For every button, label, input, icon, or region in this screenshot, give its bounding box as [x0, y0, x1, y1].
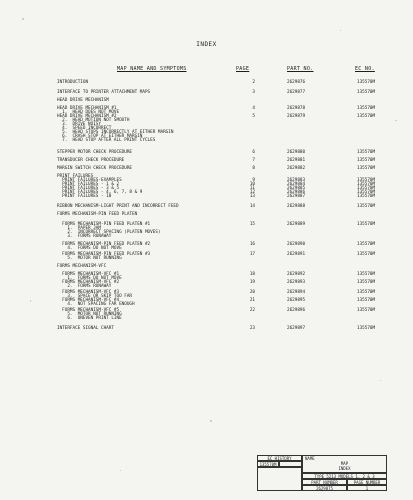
index-row-page: 21	[249, 298, 255, 303]
index-row-part-no: 2629887	[287, 194, 306, 199]
index-row-ec-no: 135570M	[357, 204, 376, 209]
index-row-part-no: 2629876	[287, 80, 306, 85]
index-row-part-no: 2629888	[287, 204, 306, 209]
index-row-ec-no: 135570M	[357, 194, 376, 199]
index-row-page: 17	[249, 252, 255, 257]
index-row-ec-no: 135570M	[357, 186, 376, 191]
index-label: INDEX	[338, 466, 351, 471]
index-row-label: 5. HEAD STOPS INCORRECTLY AT EITHER MARGIN	[57, 130, 174, 135]
index-row-ec-no: 135570M	[357, 182, 376, 187]
index-row-label: FORMS MECHANISM-VFC #4	[57, 298, 120, 303]
part-number-label: PART NUMBER	[302, 479, 347, 485]
index-row-page: 11	[249, 186, 255, 191]
index-row-ec-no: 135570M	[357, 272, 376, 277]
index-row-part-no: 2629892	[287, 272, 306, 277]
index-row-label: 4. FORMS DO NOT MOVE	[57, 246, 122, 251]
index-row-ec-no: 135570M	[357, 242, 376, 247]
index-row-page: 14	[249, 204, 255, 209]
index-row-ec-no: 135570M	[357, 222, 376, 227]
index-row-part-no: 2629884	[287, 182, 306, 187]
index-row-part-no: 2629890	[287, 242, 306, 247]
index-row-part-no: 2629889	[287, 222, 306, 227]
index-row-label: HEAD DRIVE MECHANISM #2	[57, 114, 117, 119]
page-number-value: 1	[347, 485, 387, 491]
column-header-ec-no: EC NO.	[355, 66, 375, 72]
index-row-ec-no: 135570M	[357, 90, 376, 95]
index-row-page: 13	[249, 194, 255, 199]
index-row-page: 4	[252, 106, 255, 111]
index-row-label: PRINT FAILURES-EXAMPLES	[57, 178, 122, 183]
index-row-part-no: 2629880	[287, 150, 306, 155]
index-row-label: 4. SPEED INCORRECT	[57, 126, 112, 131]
index-row-label: 1. FORMS DO NOT MOVE	[57, 276, 122, 281]
index-row-label: HEAD DRIVE MECHANISM #1	[57, 106, 117, 111]
index-row-ec-no: 135570M	[357, 290, 376, 295]
map-label: MAP	[340, 461, 349, 466]
index-row-label: MARGIN SWITCH CHECK PROCEDURE	[57, 166, 133, 171]
index-row-label: FORMS MECHANISM-PIN FEED PLATEN #2	[57, 242, 151, 247]
index-row-part-no: 2629895	[287, 298, 306, 303]
index-row-label: 2. INCORRECT SPACING (PLATEN MOVES)	[57, 230, 161, 235]
index-row-part-no: 2629879	[287, 114, 306, 119]
ec-history-body	[257, 467, 302, 491]
title-block	[257, 455, 387, 491]
index-row-label: 6. CRASH STOP AT EITHER MARGIN	[57, 134, 143, 139]
column-header-page: PAGE	[236, 66, 250, 72]
index-row-part-no: 2629883	[287, 178, 306, 183]
name-label: NAME	[305, 456, 315, 461]
page-number-label: PAGE NUMBER	[347, 479, 387, 485]
index-row-label: TRANSDUCER CHECK PROCEDURE	[57, 158, 125, 163]
index-row-part-no: 2629877	[287, 90, 306, 95]
ec-history-ec-no: 135570M	[257, 461, 279, 467]
index-row-label: 4. NOT SPACING FAR ENOUGH	[57, 302, 135, 307]
index-row-label: FORMS MECHANISM-PIN FEED PLATEN #3	[57, 252, 151, 257]
index-row-label: 3. FORMS RUNAWAY	[57, 234, 112, 239]
part-number-value: 2629875	[302, 485, 347, 491]
index-row-label: FORMS MECHANISM-PIN FEED PLATEN	[57, 212, 138, 217]
index-row-label: PRINT FAILURES - 3 & 5	[57, 186, 120, 191]
index-row-ec-no: 135570M	[357, 166, 376, 171]
index-row-page: 18	[249, 272, 255, 277]
index-row-label: 5. MOTOR NOT RUNNING	[57, 256, 122, 261]
index-row-page: 2	[252, 80, 255, 85]
index-row-part-no: 2629894	[287, 290, 306, 295]
index-row-page: 16	[249, 242, 255, 247]
index-row-label: INTRODUCTION	[57, 80, 89, 85]
index-row-ec-no: 135570M	[357, 280, 376, 285]
index-row-label: FORMS MECHANISM-VFC #2	[57, 280, 120, 285]
index-row-label: 3. SPACE OR SKIP TOO FAR	[57, 294, 133, 299]
index-row-label: RIBBON MECHANISM-LIGHT PRINT AND INCORRECT FEED	[57, 204, 179, 209]
index-row-ec-no: 135570M	[357, 308, 376, 313]
index-row-ec-no: 135570M	[357, 178, 376, 183]
index-row-label: 5. MOTOR NOT RUNNING	[57, 312, 122, 317]
index-row-page: 20	[249, 290, 255, 295]
ec-history-header: EC HISTORY	[257, 455, 302, 461]
index-row-label: 1. HEAD DOES NOT MOVE	[57, 110, 120, 115]
name-cell	[302, 455, 387, 473]
index-row-page: 23	[249, 326, 255, 331]
index-row-page: 19	[249, 280, 255, 285]
index-row-label: INTERFACE TO PRINTER ATTACHMENT MAPS	[57, 90, 151, 95]
index-row-page: 8	[252, 166, 255, 171]
index-row-part-no: 2629893	[287, 280, 306, 285]
index-row-part-no: 2629886	[287, 190, 306, 195]
index-row-label: FORMS MECHANISM-PIN FEED PLATEN #1	[57, 222, 151, 227]
column-header-part-no: PART NO.	[287, 66, 314, 72]
index-row-page: 6	[252, 150, 255, 155]
index-row-label: PRINT FAILURES - 4, 6, 7, 8 & 9	[57, 190, 143, 195]
index-row-label: STEPPER MOTOR CHECK PROCEDURE	[57, 150, 133, 155]
index-row-page: 7	[252, 158, 255, 163]
index-row-ec-no: 135570M	[357, 190, 376, 195]
index-row-label: PRINT FAILURES - 1 & 2	[57, 182, 120, 187]
index-row-ec-no: 135570M	[357, 298, 376, 303]
index-row-page: 12	[249, 190, 255, 195]
index-row-label: 6. UNEVEN PRINT LINE	[57, 316, 122, 321]
index-row-label: HEAD DRIVE MECHANISM	[57, 98, 109, 103]
index-row-ec-no: 135570M	[357, 80, 376, 85]
index-row-page: 15	[249, 222, 255, 227]
type-models: TYPE 5213 MODELS 1, 2 & 3	[302, 473, 387, 479]
index-row-label: 7. HEAD STOP AFTER ALL PRINT CYCLES	[57, 138, 156, 143]
index-row-label: FORMS MECHANISM-VFC #1	[57, 272, 120, 277]
index-row-ec-no: 135570M	[357, 106, 376, 111]
index-row-ec-no: 135570M	[357, 326, 376, 331]
index-row-page: 9	[252, 178, 255, 183]
index-row-part-no: 2629878	[287, 106, 306, 111]
index-row-part-no: 2629885	[287, 186, 306, 191]
index-row-page: 22	[249, 308, 255, 313]
index-row-ec-no: 135570M	[357, 158, 376, 163]
index-row-page: 3	[252, 90, 255, 95]
column-header-map-name: MAP NAME AND SYMPTOMS	[117, 66, 187, 72]
index-row-label: INTERFACE SIGNAL CHART	[57, 326, 114, 331]
index-row-label: PRINT FAILURES	[57, 174, 94, 179]
index-row-ec-no: 135570M	[357, 150, 376, 155]
index-row-page: 5	[252, 114, 255, 119]
page-title: INDEX	[196, 41, 217, 48]
index-row-part-no: 2629882	[287, 166, 306, 171]
index-row-label: FORMS MECHANISM-VFC #5	[57, 308, 120, 313]
index-row-label: 2. FORMS RUNAWAY	[57, 284, 112, 289]
index-row-part-no: 2629897	[287, 326, 306, 331]
index-row-label: FORMS MECHANISM-VFC	[57, 264, 107, 269]
index-row-page: 10	[249, 182, 255, 187]
index-row-part-no: 2629891	[287, 252, 306, 257]
index-row-part-no: 2629881	[287, 158, 306, 163]
index-row-ec-no: 135570M	[357, 114, 376, 119]
index-row-label: PRINT FAILURES - 10	[57, 194, 112, 199]
index-row-label: 3. DRIVE NOISY	[57, 122, 101, 127]
index-row-label: 1. PAPER JAM	[57, 226, 101, 231]
index-row-ec-no: 135570M	[357, 252, 376, 257]
index-row-label: 2. HEAD MOTION NOT SMOOTH	[57, 118, 130, 123]
index-row-label: FORMS MECHANISM-VFC #3	[57, 290, 120, 295]
index-row-part-no: 2629896	[287, 308, 306, 313]
